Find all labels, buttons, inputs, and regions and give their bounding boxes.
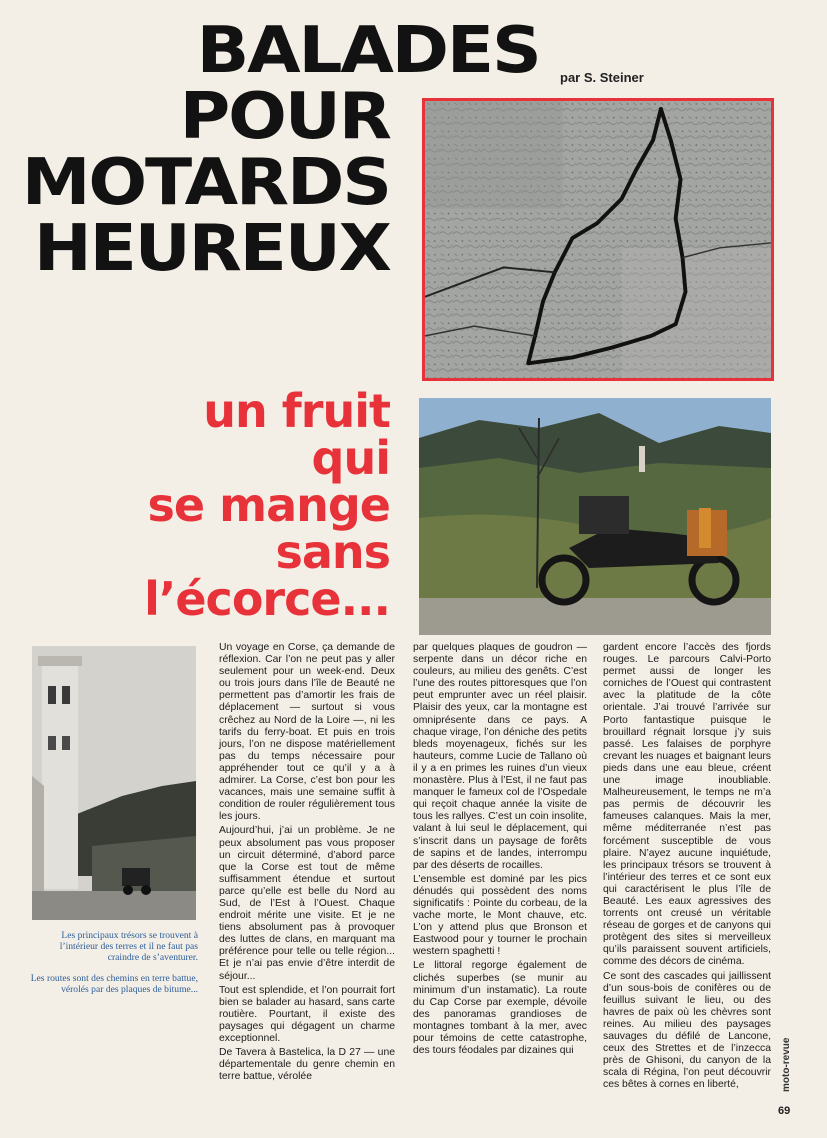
caption-2: Les routes sont des chemins en terre battue, vérolés par des plaques de bitume...	[30, 973, 198, 995]
article-title	[21, 14, 540, 286]
subtitle-line-5: l’écorce...	[144, 572, 390, 626]
paragraph: Le littoral regorge également de clichés superbes (se munir au minimum d’un instamatic). La route du Cap Corse par exemple, dévoile des panoramas grandioses de montagnes tombant à la mer, avec pour témoins de cette catastrophe, des tours féodales par dizaines qui	[413, 960, 587, 1057]
paragraph: Aujourd’hui, j’ai un problème. Je ne peux absolument pas vous proposer un circuit déterminé, d’abord parce que la Corse est tout de même suffisamment étendue et surtout parce qu’elle est belle du Nord au Sud, de l’Est à l’Ouest. Chaque endroit mérite une visite. Et je ne tiens absolument pas à provoquer des luttes de clans, en marquant ma préférence pour telle ou telle région... Et je n’ai pas envie d’être interdit de séjour...	[219, 825, 395, 982]
photo-captions	[30, 930, 198, 1005]
caption-1: Les principaux trésors se trouvent à l’intérieur des terres et il ne faut pas craindre de s’aventurer.	[59, 930, 198, 963]
title-line-4: HEUREUX	[34, 212, 391, 286]
motorcycle-photo	[419, 398, 771, 635]
bell-tower-photo	[32, 646, 196, 920]
title-line-1: BALADES	[197, 14, 540, 88]
magazine-name	[781, 1012, 793, 1092]
paragraph: gardent encore l’accès des fjords rouges. Le parcours Calvi-Porto permet aussi de longer les corniches de l’Ouest qui contrastent avec la platitude de la côte orientale. J’ai trouvé l’arrivée sur Porto fantastique puisque le brouillard régnait lorsque j’y suis passé. Les falaises de porphyre crevant les nuages et baignant leurs pieds dans une eau bleue, créent une image inoubliable. Malheureusement, le temps ne m’a pas permis de découvrir les fameuses calanques. Mais la mer, même méditerranée n’est pas forcément susceptible de vous plaire. N’ayez aucune inquiétude, les principaux trésors se trouvent à l’intérieur des terres et ce sont eux qui caractérisent le plus l’île de Beauté. Les eaux agressives des torrents ont creusé un véritable réseau de gorges et de canyons qui protègent des sites si merveilleux qu’ils paraissent souvent artificiels, comme des décors de cinéma.	[603, 642, 771, 968]
text-column-2	[413, 642, 587, 1059]
text-column-3	[603, 642, 771, 1093]
paragraph: Tout est splendide, et l’on pourrait fort bien se balader au hasard, sans carte routière. Pourtant, il existe des paysages qui dégagent un charme exceptionnel.	[219, 984, 395, 1044]
paragraph: De Tavera à Bastelica, la D 27 — une départementale du genre chemin en terre battue, vérolée	[219, 1047, 395, 1083]
subtitle-line-1: un fruit	[203, 384, 390, 438]
paragraph: par quelques plaques de goudron — serpente dans un décor riche en couleurs, au milieu des genêts. C’est l’une des routes pittoresques que l’on peut emprunter avec un réel plaisir. Plaisir des yeux, car la montagne est omniprésente dans ce pays. A chaque virage, l’on déniche des petits bleds moyenageux, fichés sur les hauteurs, comme Lucie de Tallano où il y a en primes les ruines d’un vieux monastère. Plus à l’Est, il ne faut pas manquer le fameux col de l’Ospedale qui reçoit chaque année la visite de tous les rallyes. C’est un coin insolite, valant à lui seul le déplacement, qui s’inscrit dans un paysage de forêts de sapins et de landes, interrompu par des déserts de rocailles.	[413, 642, 587, 871]
subtitle-line-4: sans	[275, 525, 390, 579]
subtitle-line-3: se mange	[147, 478, 390, 532]
page-number: 69	[778, 1105, 791, 1117]
title-line-2: POUR	[179, 80, 390, 154]
text-column-1	[219, 642, 395, 1085]
magazine-name-text: moto-revue	[781, 1037, 792, 1092]
paragraph: Ce sont des cascades qui jaillissent d’un sous-bois de conifères ou de feuillus suivant le lieu, ou des havres de paix où les chèvres sont reines. Au milieu des paysages sauvages du défilé de Lancone, ceux des Strettes et de l’inzecca près de Ghisoni, du canyon de la scala di Régina, l’on peut découvrir ces bêtes à cornes en liberté,	[603, 970, 771, 1091]
byline: par S. Steiner	[560, 70, 644, 85]
paragraph: L’ensemble est dominé par les pics dénudés qui possèdent des noms significatifs : Pointe du corbeau, de la vache morte, le Mont chauve, etc. L’on y attend plus que Bronson et Eastwood pour y tourner le prochain western spaghetti !	[413, 873, 587, 958]
route-map-image	[422, 98, 774, 381]
title-line-3: MOTARDS	[21, 146, 390, 220]
article-subtitle	[144, 384, 390, 626]
paragraph: Un voyage en Corse, ça demande de réflexion. Car l’on ne peut pas y aller seulement pour un week-end. Deux ou trois jours dans l’île de Beauté ne permettent pas d’amortir les frais de déplacement — surtout si vous crêchez au Nord de la Loire —, ni les tarifs du ferry-boat. Et puis en trois jours, l’on ne dispose matériellement pas du temps nécessaire pour appréhender tout ce qu’il y a à admirer. La Corse, c’est bon pour les vacances, mais une semaine suffit à condition de rouler régulièrement tous les jours.	[219, 642, 395, 823]
subtitle-line-2: qui	[311, 431, 390, 485]
